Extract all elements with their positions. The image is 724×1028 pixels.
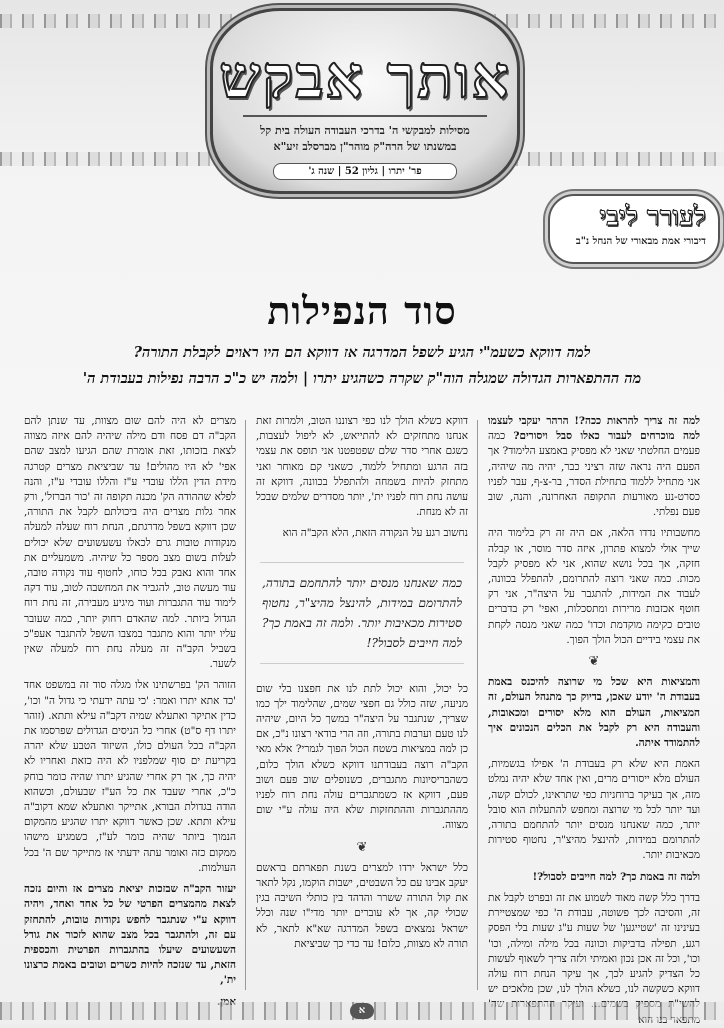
pull-quote: כמה שאנחנו מנסים יותר להתחמם בתורה, להתרומם במידות, להינצל מהיצ"ר, נחטוף סטירות מכאיבות יותר. ולמה זה באמת כך? למה חייבים לסבול?!: [260, 562, 464, 664]
paragraph: בדרך כלל קשה מאוד לשמוע את זה ובפרט לקבל את זה, והסיבה לכך פשוטה, עבודת ה' כפי שמצטיירת בעינינו זה 'שטייגען' של שעות ע"ג שעות בלי הפסק רגע, תפילה בדביקות וכוונה בכל מילה ומילה, וכו' וכו', וכל זה אכן נכון ואמיתי ולזה צריך לשאוף לעשות כל הצדיק להגיע לכך, אך עיקר הנחת רוח עולה דווקא כשקשה לנו, כשלא הולך לנו, שכן מלאכים יש: [488, 891, 700, 996]
paragraph: מחשבותיו נדדו הלאה, אם היה זה רק בלימוד היה שייך אולי למצוא פתרון, איזה סדר מוסר, או קבלה חזקה, אך בכל נושא שהוא, אני לא מפסיק לקבל מכות. כמה שאני רוצה להתרומם, להתפלל בכוונה, לעבוד את המידות, להתגבר על היצה"ר, אני רק חוטף אכזבות מרירות ומתסכלות, ואפי' רק בדברים טובים כקימה מוקדמת וכדו' כמה שאני מנסה לקחת את עצמי בידיים הכול הולך הפוך.: [488, 527, 700, 646]
bold-lead: והמציאות היא שכל מי שרוצה להיכנס באמת בעבודת ה' יודע שאכן, בדיוק כך מתנהל העולם, זה המציאות, העולם הוא מלא יסורים ומכאובות, והעבודה היא רק לקבל את הכלים הנכונים איך להתמודד איתה.: [488, 676, 700, 750]
bold-closing: יעזור הקב"ה שבזכות יציאת מצרים אז והיום נזכה לצאת מהמצרים הפרטי של כל אחד ואחד, ויהיה דווקא ע"י שנתגבר לחפש נקודות טובות, להתחזק עם זה, ולהתגבר בכל מצב שהוא לזכור את גודל השעשועים שיעלו בהתגברות הפרטית והכספית הזאת, עד שנזכה להיות כשרים וטובים באמת כרצונו ית',: [24, 883, 236, 987]
article-subtitle-2: מה ההתפארות הגדולה שמגלה הוה"ק שקרה כשהגיע יתרו | ולמה יש כ"כ הרבה נפילות בעבודת ה': [82, 370, 642, 387]
tagline-line-2: במשנתו של הרה"ק מוהר"ן מברסלב זיע"א: [273, 140, 457, 153]
column-divider: [245, 420, 246, 990]
paragraph: [256, 861, 468, 952]
paragraph: האמת היא שלא רק בעבודת ה' אפילו בגשמיות, העולם מלא ייסורים מרים, ואין אחד שלא יהיה נמלט מזה, אך בעיקר ברוחניות כפי שתראינו, לכולם קשה, ועד יותר לכל מי שרוצה ומחפש להתעלות הוא סובל יותר, כמה שאנחנו מנסים יותר להתחמם בתורה, להתרומם במידות, להינצל מהיצ"ר, נחטוף סטירות מכאיבות יותר.: [488, 758, 700, 862]
paragraph: [24, 882, 236, 988]
masthead: [210, 8, 520, 194]
logo-divider: [243, 115, 487, 117]
paragraph: [488, 414, 700, 520]
publication-logo: אותך אבקש: [219, 43, 511, 111]
bold-lead: למה זה צריך להראות ככה?! הרהר יעקבי לעצמו למה מוכרחים לעבור כאלו סבל ויסורים?: [488, 415, 700, 443]
paragraph: מצרים לא היה להם שום מצוות, עד שנתן להם הקב"ה דם פסח ודם מילה שיהיה להם איזה מצווה לצאת בזכותו, זאת אומרת שהם הגיעו למצב שהם אפי' לא היו מהולים! עד שביציאת מצרים קטרגה מידת הדין הללו עובדי ע"ז והללו עובדי ע"ז, והנה לפלא שההודה הק' מכנה תקופה זה 'כור הברזל', ורק אחר גלות מצרים היה ביכולתם לקבל את התורה, שכן דווקא בשפל מדרגתם, הנחת רוח שעלה למעלה מנקודות טובות גרם לכאלו עשעשועים שלא יכולים לעלות בשום מצב מספר כל שיהיה. משמעליים את אחד והוא נאבק בכל כוחו, לחטוף עוד נקודה טובה, עוד מעשה טוב, להגביר את המחשבה לטוב, עוד דקה לימוד עוד התגברות ועוד מיגיע מעבירה, זה נחת רוח הגדול ביותר. למה שהאדם רחוק יותר, כמה שעובר עליו יותר והוא מתגבר במצבו השפל להתגבר אעפ"כ בשביל הקב"ה זה מעלה נחת רוח למעלה שאין לשער.: [24, 415, 236, 671]
paragraph-text: כלל ישראל ירדו למצרים בשנת תפארתם בראשם יעקב אבינו עם כל השבטים, ישבות הוקמו, נקל לתאר את קול התורה ששרר והדהד בין כותלי השיבה בגין שכולי קה, אך לא עוברים יותר מדי"ו שנה וכלל ישראל נמצאים בשפל המדרגה שא"א לתאר, לא תורה לא מצוות, כלום! עד כדי כך שביציאת: [256, 861, 468, 950]
paragraph: הזוהר הק' בפרשתינו אלו מגלה סוד זה במשפט אחד 'כד אתא יתרו ואמר: 'כי עתה ידעתי כי גדול ה" וכו', כדין אתיקר ואתעלא שמיה דקב"ה עילא ותתא. (זוהר יתרו דף ס"ט) אחרי כל הניסים הגדולים שפרסמו את הקב"ה בכל העולם כולו, השיזוד הטבע שלא יהרה בקריעת ים סוף שמלפניו לא היה כזאת ואחריו לא יהיה כך, אך רק אחרי שהגיע יתרו שהיה כומר בוחק כ"כ, אחרי שעבד את כל הע"ז שבעולם, וכשהוא הודה בגדולת הבורא, אתייקר ואתעלא שמא דקוב"ה עילא ותתא. שכן כאשר דווקא יתרו שהגיע מהמקום הנמוך ביותר שהיה כומר לע"ז, כשמגיע מישהו ממקום כזה ואומר עתה ידעתי אז מתייקר שם ה' בכל העולמות.: [24, 679, 236, 874]
page-number: א: [350, 1003, 374, 1019]
paragraph: [488, 675, 700, 751]
article-column-1: [488, 414, 700, 994]
bold-lead: ולמה זה באמת כך? למה חייבים לסבול?!: [532, 870, 700, 883]
section-flourish: ❦: [588, 654, 600, 670]
masthead-tagline: [233, 123, 497, 155]
section-badge: [548, 194, 720, 264]
article-title: סוד הנפילות: [267, 288, 457, 333]
issue-info: פר' יתרו | גליון 52 | שנה ג': [273, 163, 457, 180]
article-columns: [24, 414, 700, 994]
paragraph: דווקא כשלא הולך לנו כפי רצוננו הטוב, ולמרות זאת אנחנו מתחזקים לא להתייאש, לא ליפול לעצבות, כשגם אחרי סדר שלם שפטפטנו אני תופס את עצמי בזה הרגע ומתחיל ללמוד, כשאני קם מאוחר ואני מתחזק להיות בשמחה ולהתפלל בכוונה, דווקא זה עושה נחת רוח לפניו ית', יותר מסדרים שלמים שבכל זה לא מנחת.: [256, 415, 468, 519]
article-column-3: [24, 414, 236, 994]
section-badge-subtitle: דיבורי אמת מבאורי של הנחל נ"ב: [575, 236, 706, 247]
section-badge-title: לעורר ליבי: [599, 202, 706, 232]
article-column-2: [256, 414, 468, 994]
paragraph: [488, 870, 700, 885]
paragraph-text: כמה פעמים החלטתי שאני לא מפסיק באמצע הלימוד? אך הפעם היה נראה שזה רציני כבר, יהיה מה שיהיה, אני מתחיל ללמוד בתחילת הסדר, בר-צ-ף, עבר לפניו כסרט-נע מאורעות התקופה האחרונה, והנה, שוב פעם נפלתי.: [488, 430, 700, 519]
paragraph: נחשוב רגע על הנקודה הזאת, הלא הקב"ה הוא: [282, 527, 468, 540]
article-subtitle-1: למה דווקא כשעמ"י הגיע לשפל המדרגה אז דווקא הם היו ראוים לקבלת התורה?: [133, 344, 591, 361]
column-divider: [477, 420, 478, 990]
tagline-line-1: מסילות למבקשי ה' בדרכי העבודה העולה בית קל: [260, 124, 470, 137]
paragraph: כל יכול, והוא יכול לתת לנו את חפצנו בלי שום מניעה, שזה כולל גם חפצי שמים, שהלימוד ילך כמו שצריך, שנתגבר על היצה"ר במשך כל היום, שיהיה לנו טעם וערבות בתורה, וזה הרי בודאי רצונו נ"כ, אם כן למה במציאות בשטח הכול הפוך לגמרי? אלא מאי הקב"ה רוצה בעבודתנו דווקא כשלא הולך כלום, כשהבריסיונות מתגברים, כשנופלים שוב פעם ושוב פעם, דווקא אז כשמתגברים עולה נחת רוח לפניו מההתגברות וההתחזקות שלא היה עולה ע"י שום מצווה.: [256, 682, 468, 832]
section-flourish: ❦: [356, 839, 368, 855]
